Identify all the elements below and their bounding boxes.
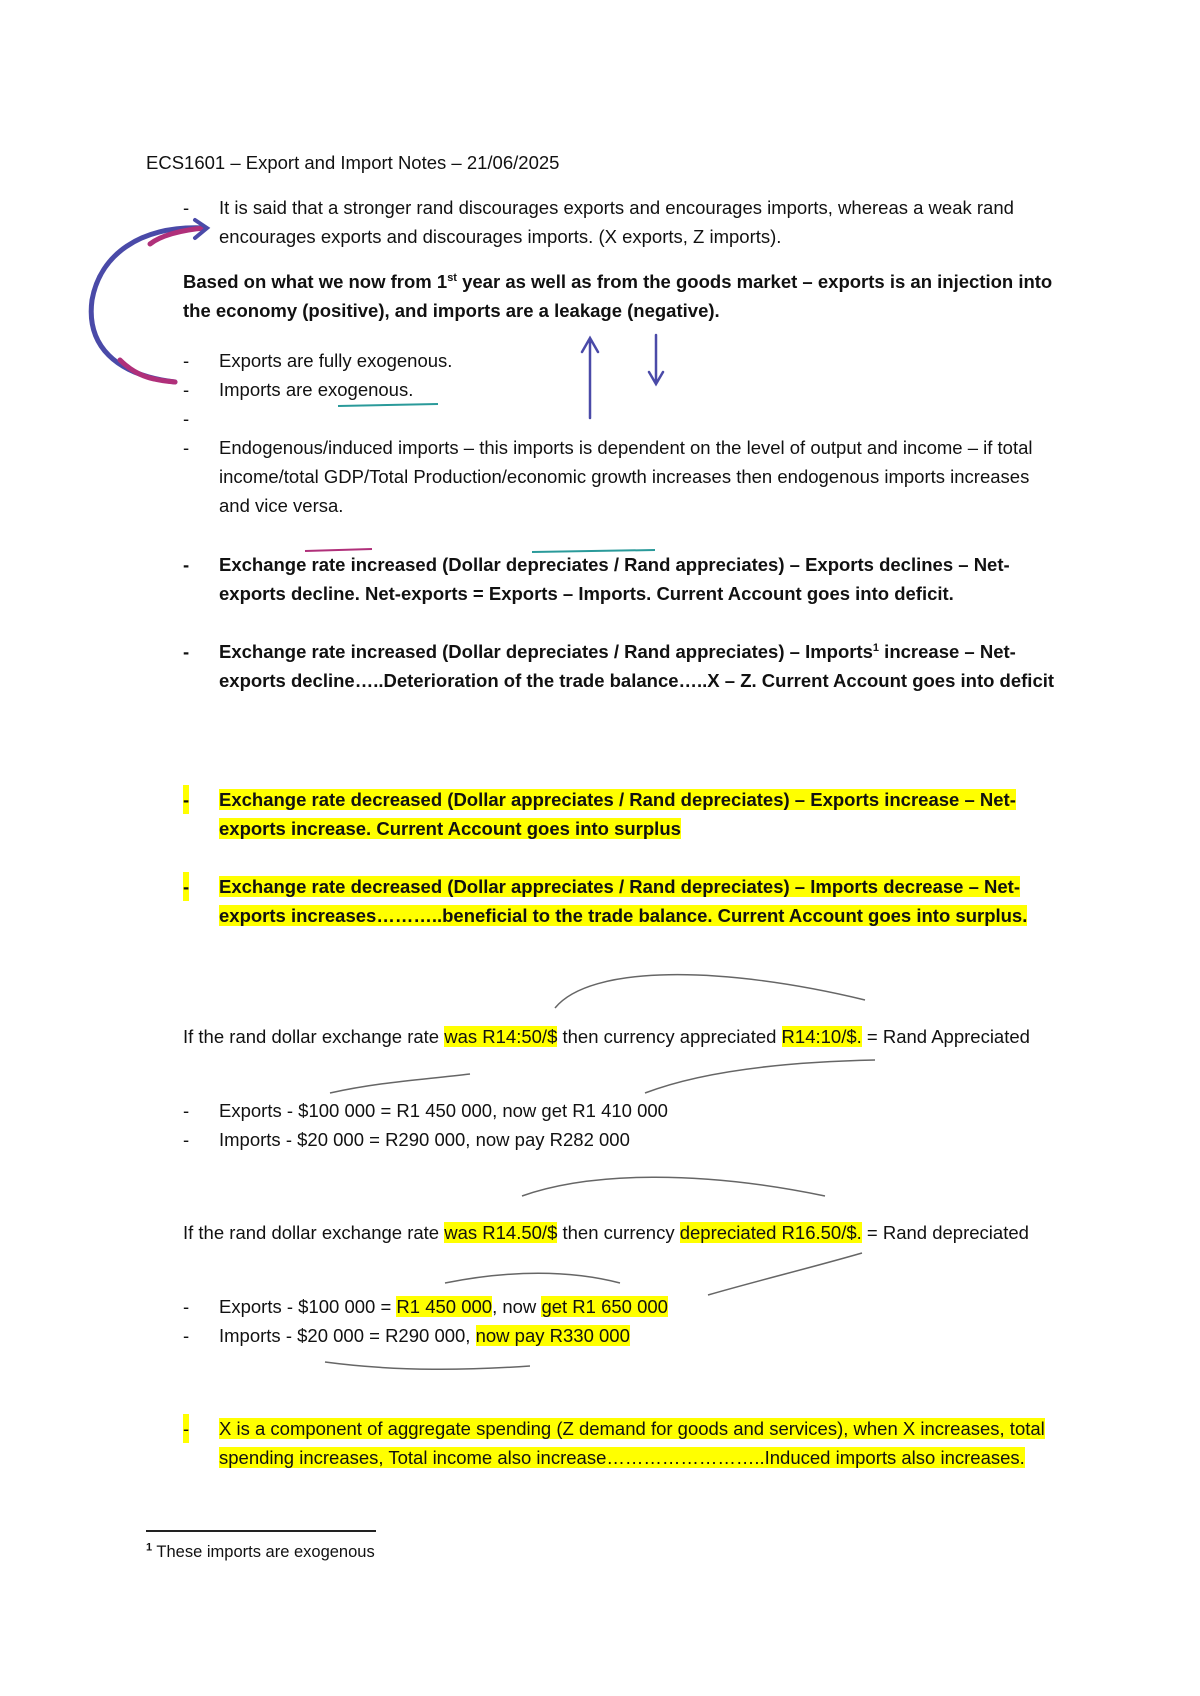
- appreciation-example: If the rand dollar exchange rate was R14:50/$ then currency appreciated R14:10/$. = Rand Appreciated: [183, 1026, 1030, 1047]
- aggregate-spending-note: - X is a component of aggregate spending (Z demand for goods and services), when X increases, total spending increases, Total income also increase……………………..Induced imports also increases.: [183, 1414, 1063, 1472]
- list-item: - Exports - $100 000 = R1 450 000, now get R1 650 000: [183, 1296, 668, 1317]
- down-arrow-icon: [649, 335, 663, 384]
- footnote: $^1$ These imports are exogenous: [146, 1541, 375, 1561]
- underline-mark: [532, 550, 655, 552]
- rate-increase-exports: - Exchange rate increased (Dollar depreciates / Rand appreciates) – Exports declines – Net-exports decline. Net-exports = Exports – Imports. Current Account goes into deficit.: [183, 554, 1010, 604]
- sketch-curve-arrow: [330, 1074, 470, 1093]
- sketch-curve-arrow: [555, 975, 865, 1008]
- underline-mark: [305, 549, 372, 551]
- list-item: - Imports - $20 000 = R290 000, now pay R330 000: [183, 1325, 630, 1346]
- sketch-curve-arrow: [445, 1273, 620, 1283]
- list-item: - Exports - $100 000 = R1 450 000, now get R1 410 000: [183, 1100, 668, 1121]
- intro-paragraph: Based on what we now from 1st year as well as from the goods market – exports is an injection into the economy (positive), and imports are a leakage (negative).: [183, 271, 1053, 321]
- rate-decrease-exports: - Exchange rate decreased (Dollar appreciates / Rand depreciates) – Exports increase – Net-exports increase. Current Account goes into surplus: [183, 785, 1063, 843]
- underline-mark: [338, 404, 438, 406]
- depreciation-example: If the rand dollar exchange rate was R14.50/$ then currency depreciated R16.50/$. = Rand depreciated: [183, 1222, 1029, 1243]
- bullet: -: [183, 197, 190, 218]
- curved-bracket-arrow: [91, 228, 205, 382]
- rate-decrease-imports: - Exchange rate decreased (Dollar appreciates / Rand depreciates) – Imports decrease – Net-exports increases………..beneficial to the trade balance. Current Account goes into surplus.: [183, 872, 1063, 930]
- list-item: -: [183, 408, 190, 429]
- sketch-curve-arrow: [522, 1177, 825, 1196]
- list-item: - Endogenous/induced imports – this imports is dependent on the level of output and income – if total income/total GDP/Total Production/economic growth increases then endogenous imports increases and vice versa.: [183, 437, 1033, 516]
- sketch-curve-arrow: [645, 1060, 875, 1093]
- sketch-curve-arrow: [708, 1253, 862, 1295]
- list-item: - Imports - $20 000 = R290 000, now pay R282 000: [183, 1129, 630, 1150]
- page-title: ECS1601 – Export and Import Notes – 21/06/2025: [146, 152, 560, 173]
- list-item: - Exports are fully exogenous.: [183, 350, 453, 371]
- sketch-curve-arrow: [325, 1362, 530, 1369]
- list-item: - Imports are exogenous.: [183, 379, 414, 400]
- rate-increase-imports: - Exchange rate increased (Dollar depreciates / Rand appreciates) – Imports$^1$ increase – Net-exports decline…..Deterioration of the trade balance…..X – Z. Current Account goes into deficit: [183, 641, 1055, 691]
- rand-strength-note: It is said that a stronger rand discourages exports and encourages imports, whereas a weak rand encourages exports and discourages imports. (X exports, Z imports).: [219, 197, 1014, 247]
- up-arrow-icon: [582, 338, 598, 418]
